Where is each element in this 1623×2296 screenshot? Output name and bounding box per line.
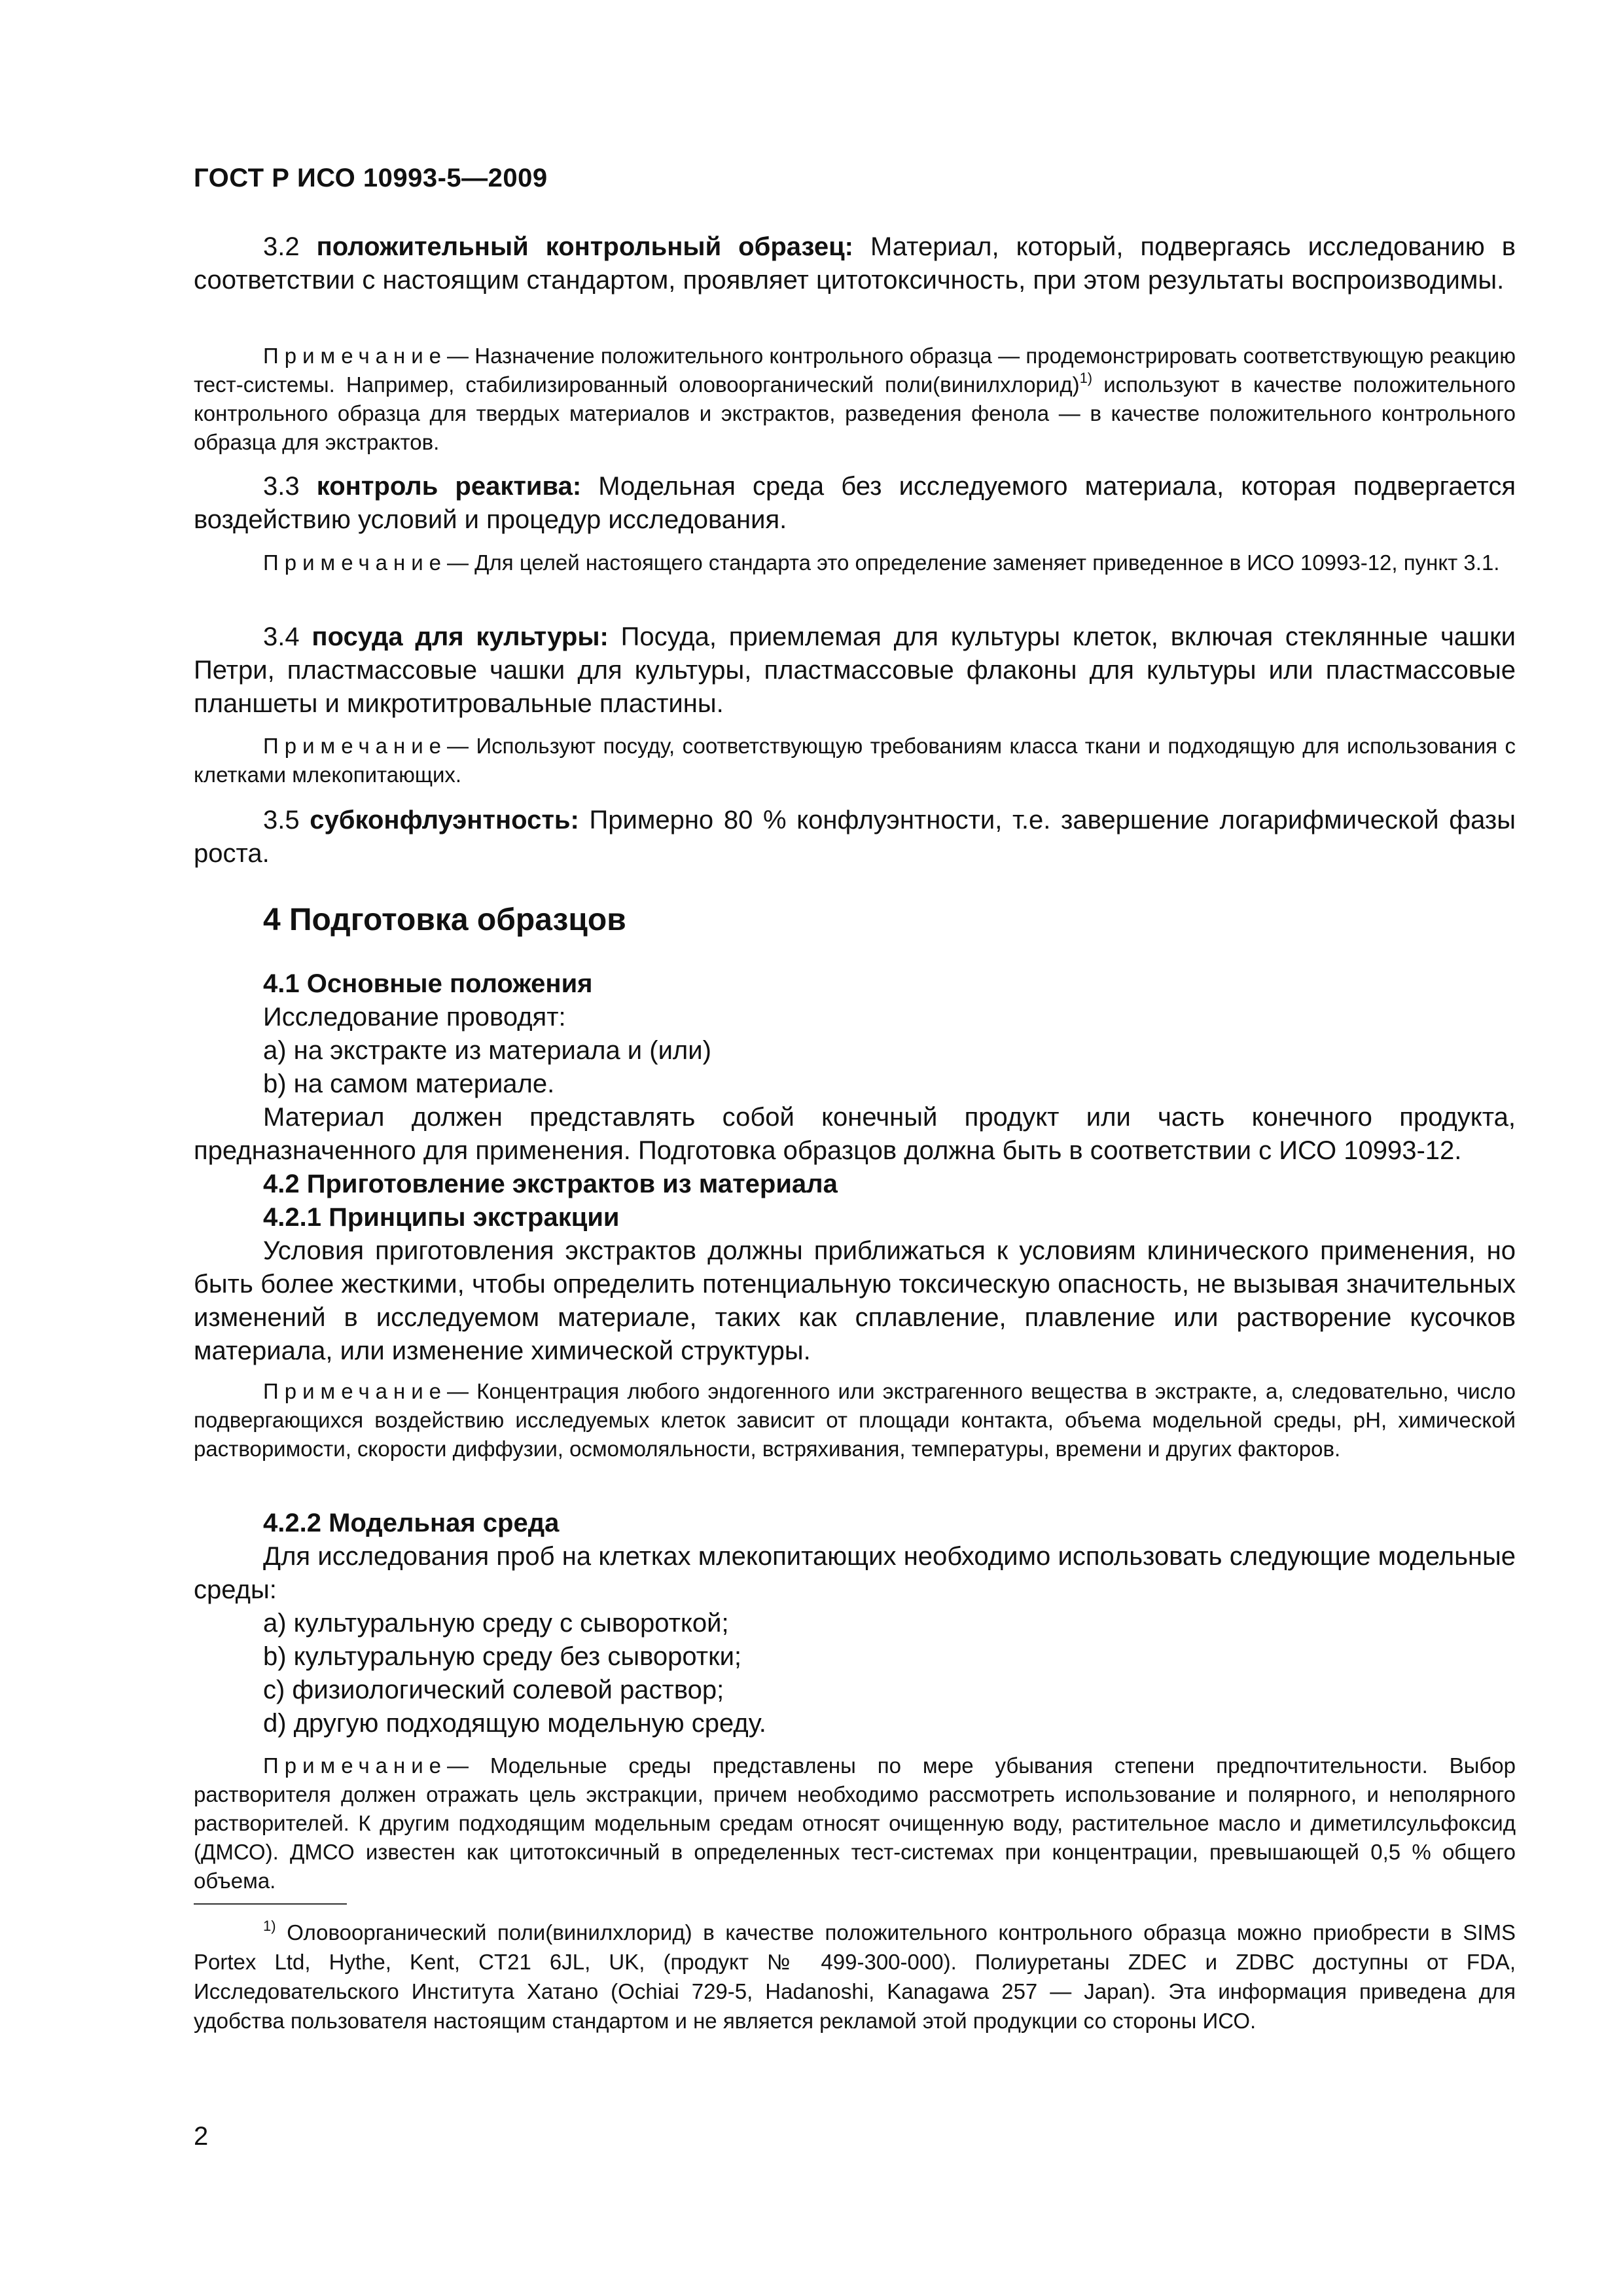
term: положительный контрольный образец: <box>316 232 854 261</box>
footnote <box>194 1918 1516 2036</box>
clause-number: 3.4 <box>263 622 300 651</box>
note-4-2-1 <box>194 1377 1516 1463</box>
definition: Модельная среда без исследуемого материала, которая подвергается воздействию условий и процедур исследования. <box>194 472 1516 534</box>
list-item-b: b) культуральную среду без сыворотки; <box>263 1642 742 1671</box>
note-text-cont: используют в качестве положительного контрольного образца для твердых материалов и экстрактов, разведения фенола — в качестве положительного контрольного образца для экстрактов. <box>194 372 1516 454</box>
note-label: Примечание <box>263 344 448 368</box>
paragraph-4-1-intro: Исследование проводят: <box>263 1003 566 1031</box>
subsection-4-1-heading: 4.1 Основные положения <box>263 969 593 998</box>
footnote-mark: 1) <box>263 1918 276 1934</box>
footnote-ref: 1) <box>1079 370 1093 386</box>
note-4-2-2 <box>194 1751 1516 1895</box>
note-3-3 <box>194 548 1516 577</box>
definition: Посуда, приемлемая для культуры клеток, включая стеклянные чашки Петри, пластмассовые чашки для культуры, пластмассовые флаконы для культуры или пластмассовые планшеты и микротитровальные пластины. <box>194 622 1516 718</box>
subsection-4-2-2-heading: 4.2.2 Модельная среда <box>263 1509 560 1537</box>
subsection-4-2-1-heading: 4.2.1 Принципы экстракции <box>263 1203 620 1232</box>
note-text: — Концентрация любого эндогенного или экстрагенного вещества в экстракте, а, следовательно, число подвергающихся воздействию исследуемых клеток зависит от площади контакта, объема модельной среды, pH, химической растворимости, скорости диффузии, осмомоляльности, встряхивания, температуры, времени и других факторов. <box>194 1379 1516 1461</box>
list-item-a: a) культуральную среду с сывороткой; <box>263 1609 729 1638</box>
term: посуда для культуры: <box>312 622 609 651</box>
note-label: Примечание <box>263 734 448 758</box>
document-header: ГОСТ Р ИСО 10993-5—2009 <box>194 164 548 192</box>
clause-number: 3.2 <box>263 232 300 261</box>
paragraph-4-1: Материал должен представлять собой конечный продукт или часть конечного продукта, предназначенного для применения. Подготовка образцов должна быть в соответствии с ИСО 10993-12. <box>194 1103 1516 1165</box>
clause-3-5 <box>194 804 1516 870</box>
list-item-a: a) на экстракте из материала и (или) <box>263 1036 711 1065</box>
section-4-heading: 4 Подготовка образцов <box>263 903 626 937</box>
note-text: — Назначение положительного контрольного образца — продемонстрировать соответствующую реакцию тест-системы. Например, стабилизированный оловоорганический поли(винилхлорид) <box>194 344 1516 397</box>
note-3-2 <box>194 342 1516 457</box>
clause-number: 3.3 <box>263 472 300 501</box>
note-text: — Модельные среды представлены по мере убывания степени предпочтительности. Выбор растворителя должен отражать цель экстракции, причем необходимо рассмотреть использование и полярного, и неполярного растворителей. К другим подходящим модельным средам относят очищенную воду, растительное масло и диметилсульфоксид (ДМСО). ДМСО известен как цитотоксичный в определенных тест-системах при концентрации, превышающей 0,5 % общего объема. <box>194 1753 1516 1893</box>
paragraph-4-2-2: Для исследования проб на клетках млекопитающих необходимо использовать следующие модельные среды: <box>194 1542 1516 1604</box>
definition: Материал, который, подвергаясь исследованию в соответствии с настоящим стандартом, проявляет цитотоксичность, при этом результаты воспроизводимы. <box>194 232 1516 295</box>
list-item-d: d) другую подходящую модельную среду. <box>263 1709 766 1738</box>
note-label: Примечание <box>263 550 448 575</box>
clause-3-4 <box>194 620 1516 721</box>
note-3-4 <box>194 732 1516 789</box>
footnote-separator <box>194 1903 347 1905</box>
list-item-c: c) физиологический солевой раствор; <box>263 1676 724 1704</box>
paragraph-4-2-1: Условия приготовления экстрактов должны приближаться к условиям клинического применения, но быть более жесткими, чтобы определить потенциальную токсическую опасность, не вызывая значительных изменений в исследуемом материале, таких как сплавление, плавление или растворение кусочков материала, или изменение химической структуры. <box>194 1236 1516 1365</box>
note-text: — Для целей настоящего стандарта это определение заменяет приведенное в ИСО 10993-12, пункт 3.1. <box>447 550 1500 575</box>
list-item-b: b) на самом материале. <box>263 1069 555 1098</box>
page-number: 2 <box>194 2122 209 2151</box>
clause-3-3 <box>194 470 1516 537</box>
note-label: Примечание <box>263 1753 448 1778</box>
clause-3-2 <box>194 230 1516 297</box>
definition: Примерно 80 % конфлуэнтности, т.е. завершение логарифмической фазы роста. <box>194 806 1516 868</box>
note-text: — Используют посуду, соответствующую требованиям класса ткани и подходящую для использования с клетками млекопитающих. <box>194 734 1516 787</box>
term: субконфлуэнтность: <box>310 806 579 834</box>
footnote-text: Оловоорганический поли(винилхлорид) в качестве положительного контрольного образца можно приобрести в SIMS Portex Ltd, Hythe, Kent, CT21 6JL, UK, (продукт № 499-300-000). Полиуретаны ZDEC и ZDBC доступны от FDA, Исследовательского Института Хатано (Ochiai 729-5, Hadanoshi, Kanagawa 257 — Japan). Эта информация приведена для удобства пользователя настоящим стандартом и не является рекламой этой продукции со стороны ИСО. <box>194 1920 1516 2033</box>
subsection-4-2-heading: 4.2 Приготовление экстрактов из материала <box>263 1170 838 1198</box>
term: контроль реактива: <box>316 472 582 501</box>
note-label: Примечание <box>263 1379 448 1403</box>
clause-number: 3.5 <box>263 806 300 834</box>
